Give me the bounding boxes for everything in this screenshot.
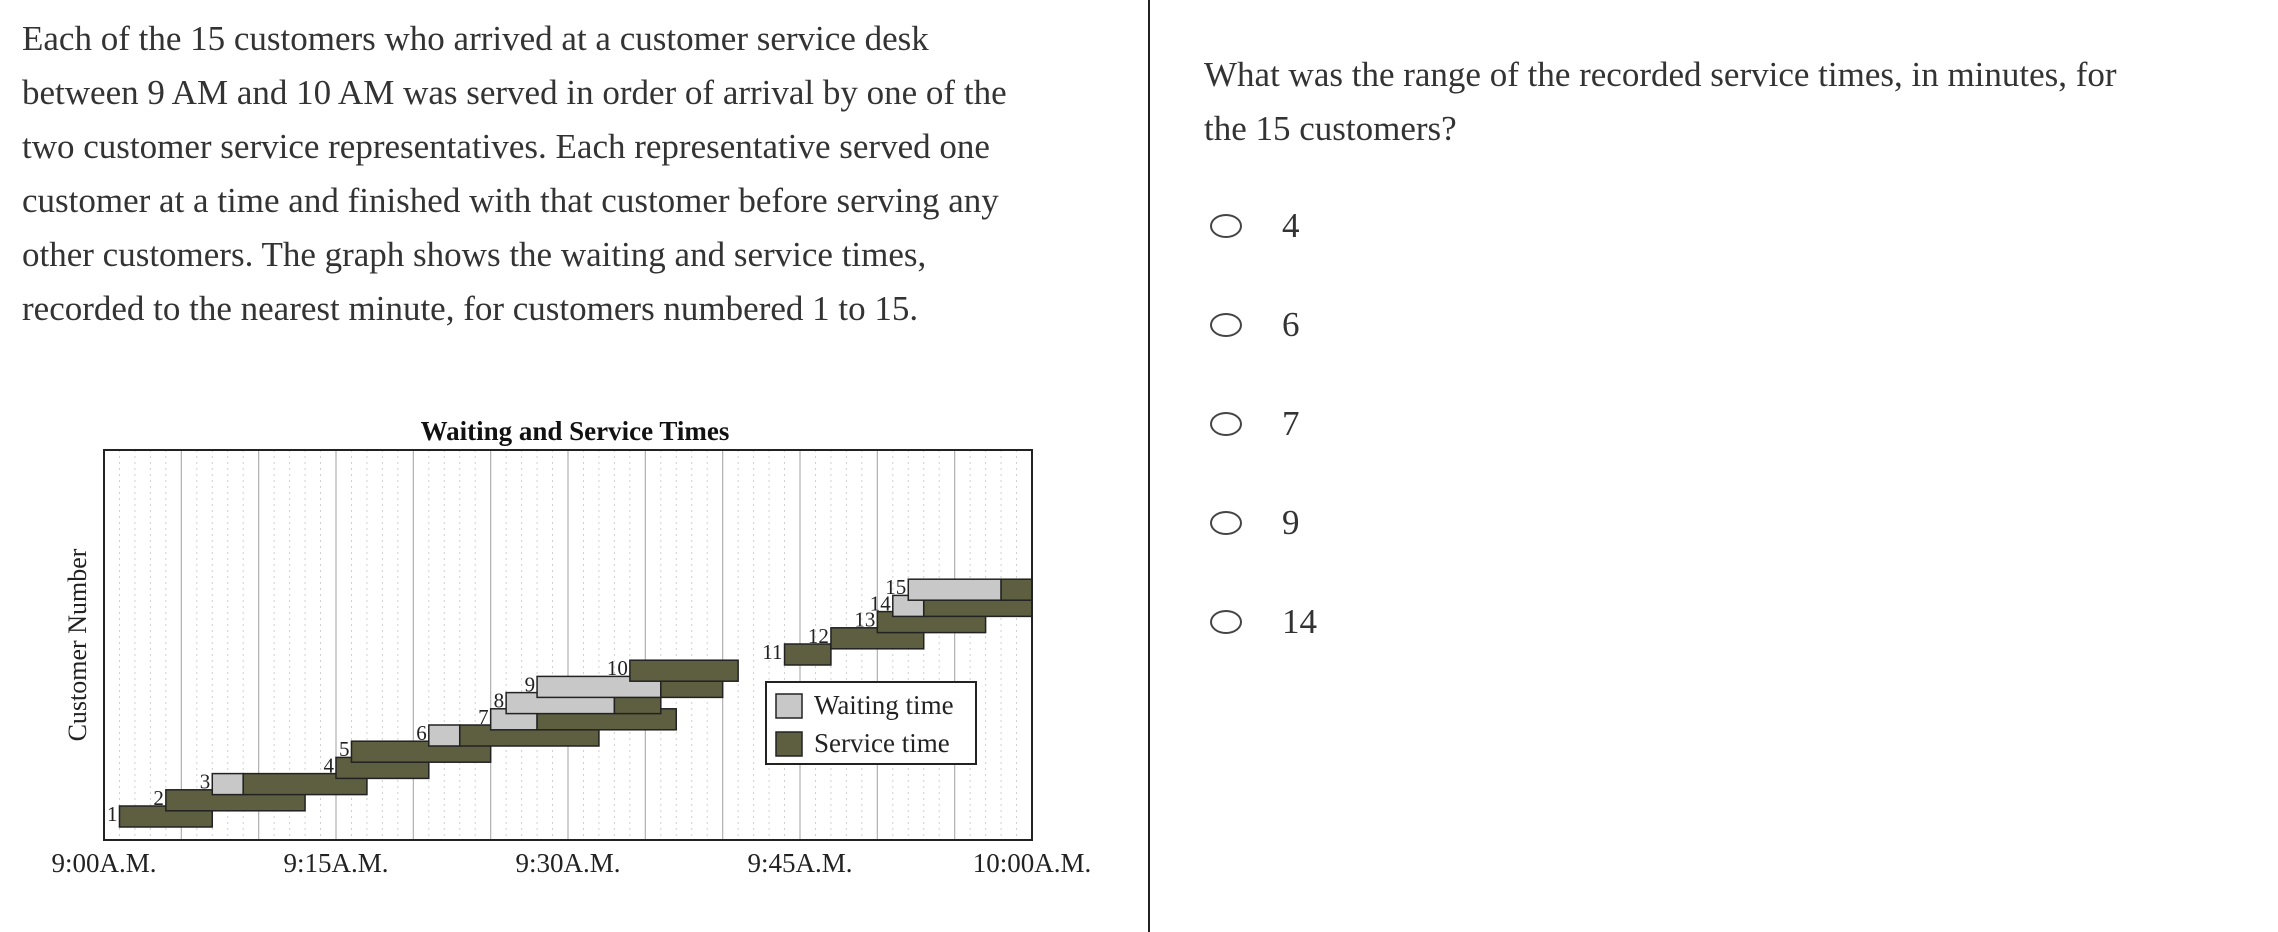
choice-d[interactable] xyxy=(1210,493,1510,553)
choice-c[interactable] xyxy=(1210,394,1510,454)
customer-number-label: 12 xyxy=(807,623,829,648)
customer-number-label: 9 xyxy=(524,672,536,697)
y-axis-label: Customer Number xyxy=(63,548,92,742)
customer-number-label: 5 xyxy=(338,737,350,762)
choice-label: 14 xyxy=(1282,602,1317,641)
customer-number-label: 13 xyxy=(854,607,876,632)
customer-number-label: 1 xyxy=(106,802,118,826)
legend-service-swatch xyxy=(776,732,802,756)
customer-number-label: 15 xyxy=(885,575,907,600)
question-line: What was the range of the recorded service times, in minutes, for xyxy=(1204,55,2117,94)
customer-number-label: 4 xyxy=(323,753,334,778)
question-pane xyxy=(1150,0,2278,932)
radio-icon[interactable] xyxy=(1210,412,1242,436)
chart-title: Waiting and Service Times xyxy=(420,416,730,446)
x-tick-label: 10:00A.M. xyxy=(972,848,1092,878)
choice-label: 7 xyxy=(1282,404,1300,443)
customer-number-label: 11 xyxy=(762,640,783,664)
x-tick-label: 9:00A.M. xyxy=(51,848,157,878)
customer-number-label: 3 xyxy=(199,769,211,794)
choice-label: 4 xyxy=(1282,206,1300,245)
radio-icon[interactable] xyxy=(1210,610,1242,634)
stimulus-line: recorded to the nearest minute, for customers numbered 1 to 15. xyxy=(22,289,919,328)
radio-icon[interactable] xyxy=(1210,313,1242,337)
choice-a[interactable] xyxy=(1210,196,1510,256)
chart-legend xyxy=(766,682,976,764)
customer-number-label: 14 xyxy=(869,591,891,616)
radio-icon[interactable] xyxy=(1210,214,1242,238)
question-text xyxy=(1204,48,2244,156)
x-tick-label: 9:15A.M. xyxy=(283,848,389,878)
stimulus-text xyxy=(22,12,1122,336)
x-tick-label: 9:45A.M. xyxy=(747,848,853,878)
choice-b[interactable] xyxy=(1210,295,1510,355)
stimulus-line: customer at a time and finished with that customer before serving any xyxy=(22,181,999,220)
waiting-service-chart xyxy=(0,400,1148,900)
stimulus-line: between 9 AM and 10 AM was served in order of arrival by one of the xyxy=(22,73,1007,112)
waiting-bar xyxy=(429,725,460,746)
question-line: the 15 customers? xyxy=(1204,109,1457,148)
waiting-bar xyxy=(908,579,1001,600)
customer-number-label: 8 xyxy=(493,688,505,713)
choice-label: 6 xyxy=(1282,305,1300,344)
radio-icon[interactable] xyxy=(1210,511,1242,535)
legend-waiting-label: Waiting time xyxy=(814,690,954,720)
choice-e[interactable] xyxy=(1210,592,1510,652)
service-bar xyxy=(1001,579,1032,600)
legend-waiting-swatch xyxy=(776,694,802,718)
x-axis-ticks xyxy=(51,848,1091,878)
x-tick-label: 9:30A.M. xyxy=(515,848,621,878)
customer-number-label: 7 xyxy=(478,704,489,729)
stimulus-line: two customer service representatives. Each representative served one xyxy=(22,127,990,166)
stimulus-line: Each of the 15 customers who arrived at a customer service desk xyxy=(22,19,929,58)
waiting-bar xyxy=(212,774,243,795)
stimulus-line: other customers. The graph shows the waiting and service times, xyxy=(22,235,927,274)
legend-service-label: Service time xyxy=(814,728,950,758)
choice-label: 9 xyxy=(1282,503,1300,542)
customer-number-label: 2 xyxy=(153,785,164,810)
customer-number-label: 10 xyxy=(606,656,628,681)
customer-number-label: 6 xyxy=(416,721,427,745)
service-bar xyxy=(630,660,738,681)
